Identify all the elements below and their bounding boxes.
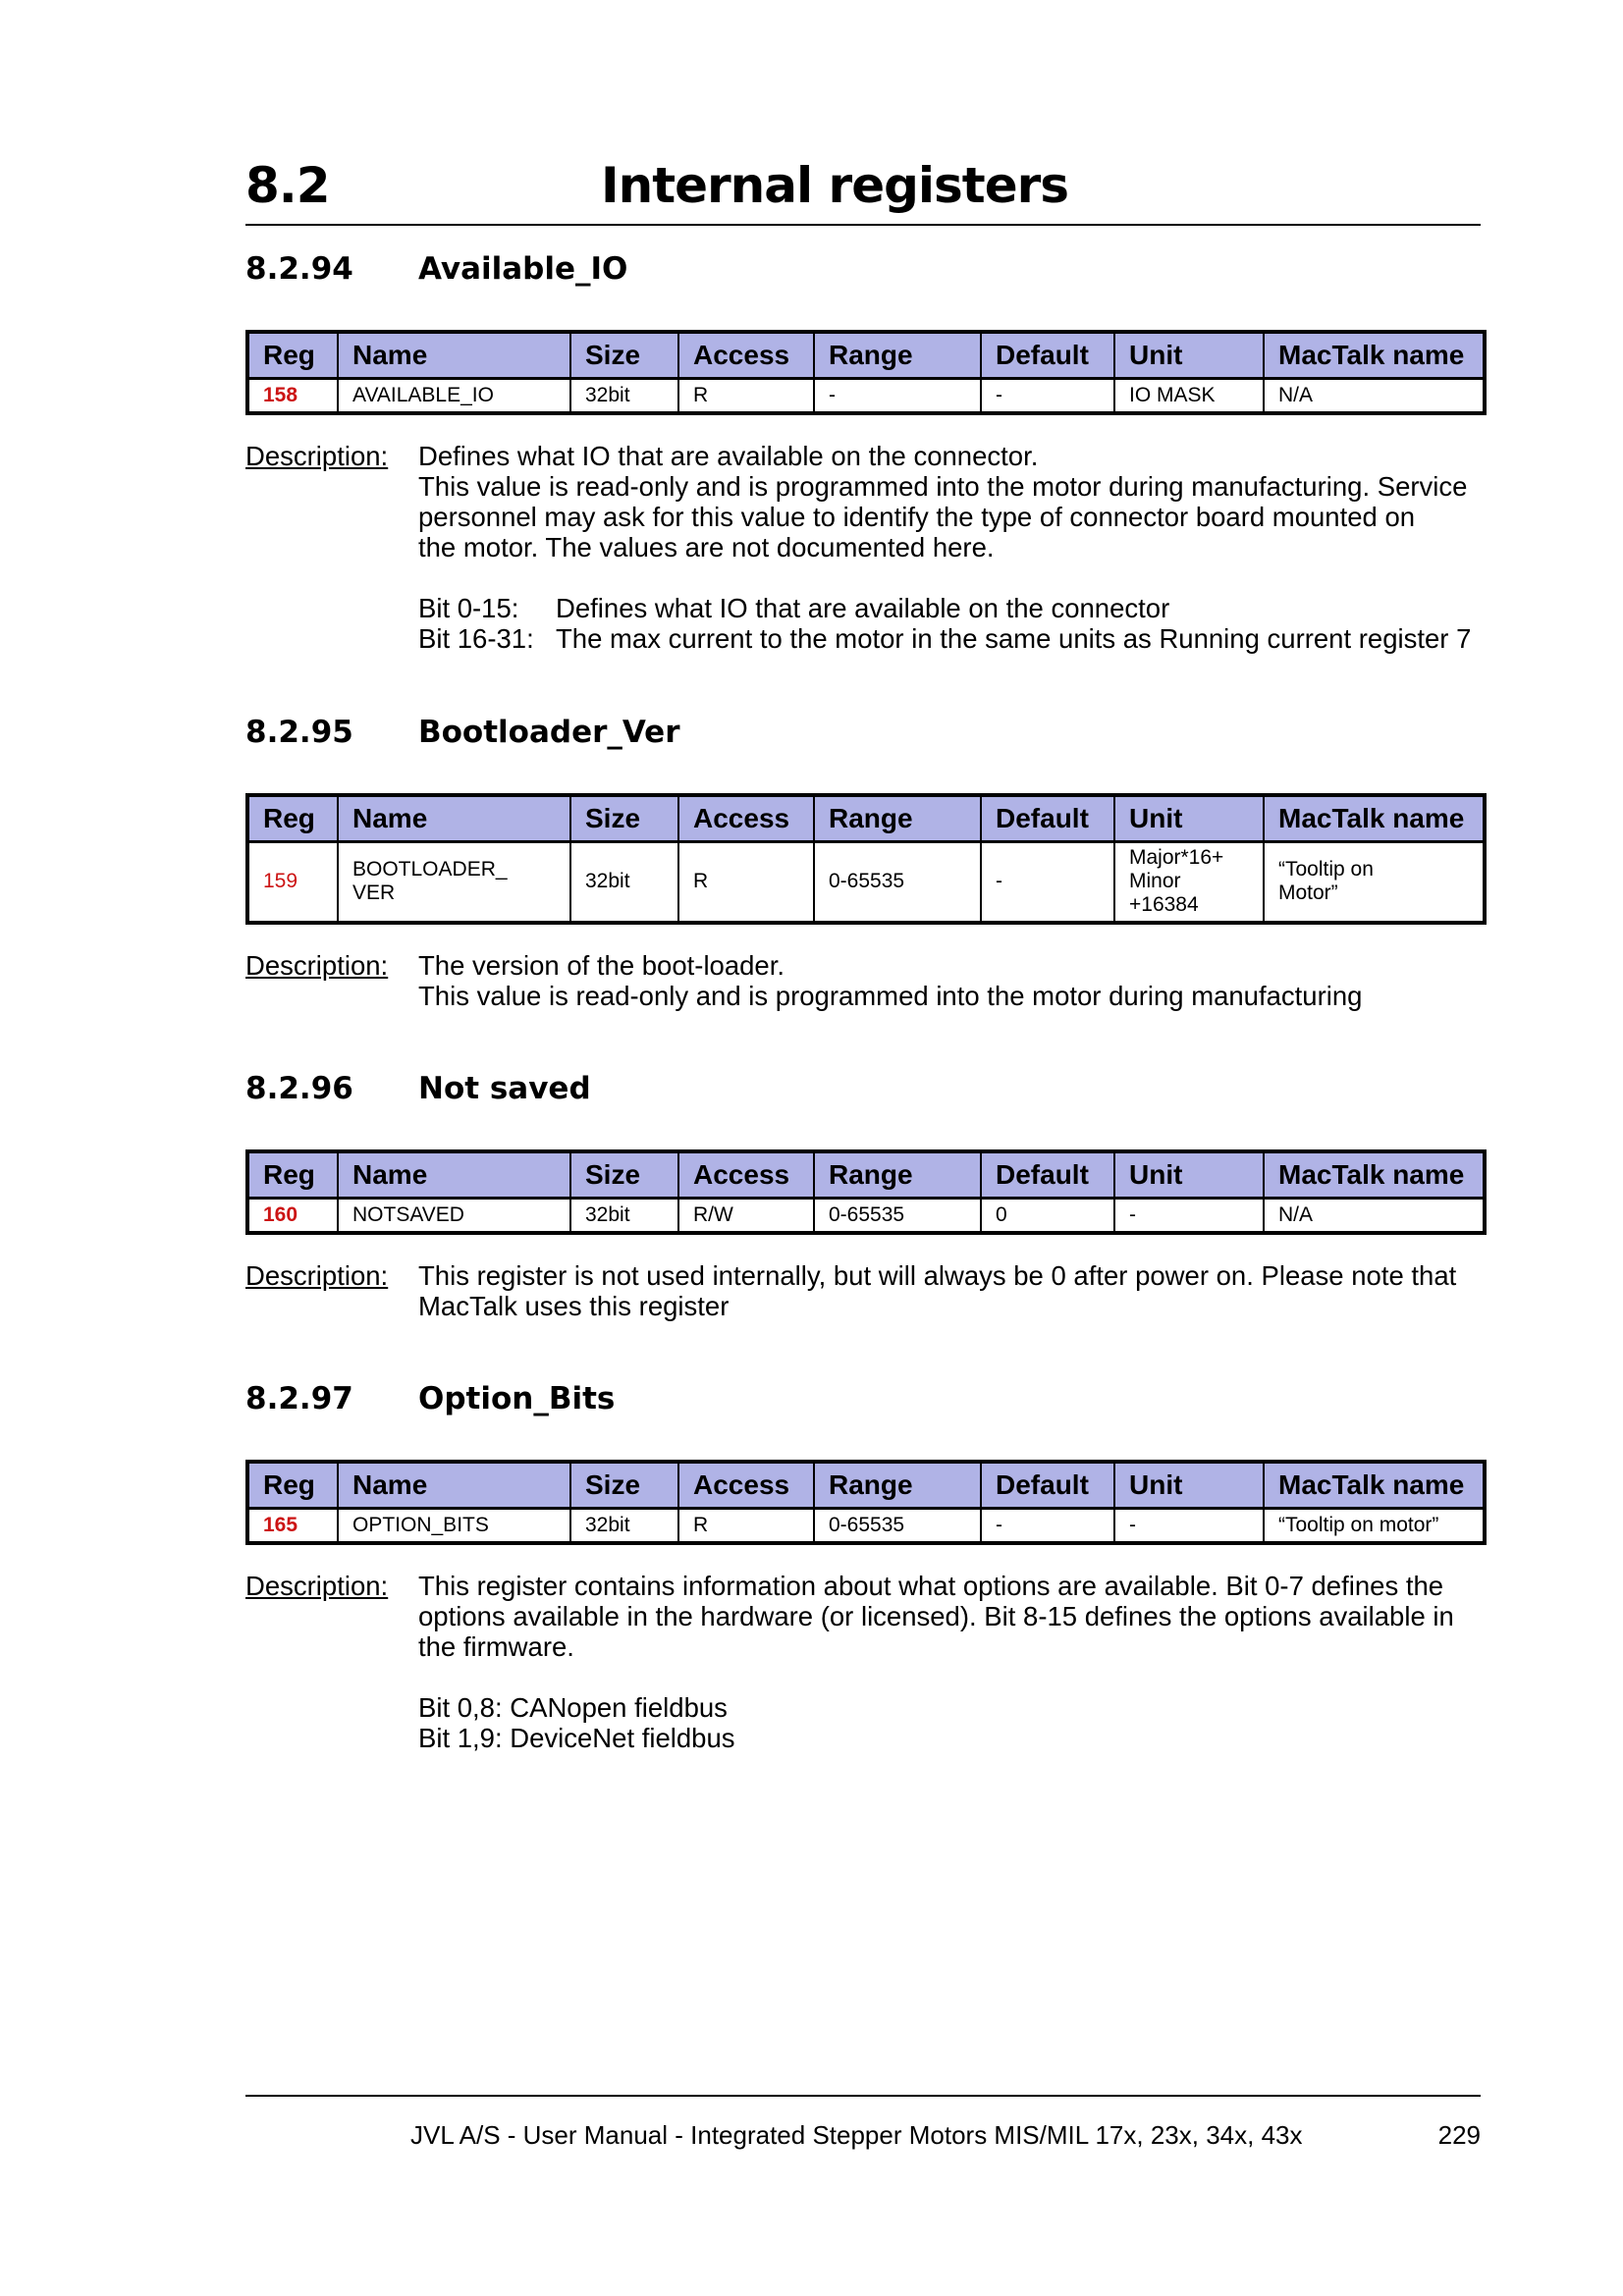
col-access-header: Access (678, 1462, 814, 1509)
table-header-row (247, 332, 1485, 379)
description (245, 441, 1483, 654)
cell-mactalk: N/A (1264, 1199, 1485, 1234)
table-row (247, 379, 1485, 414)
description-body (418, 441, 1483, 654)
description (245, 1571, 1483, 1753)
col-range-header: Range (814, 332, 981, 379)
col-size-header: Size (570, 332, 678, 379)
section-title: Bootloader_Ver (418, 715, 680, 750)
description-line: options available in the hardware (or licensed). Bit 8-15 defines the options available in (418, 1601, 1454, 1631)
col-name-header: Name (338, 1462, 570, 1509)
col-name-header: Name (338, 1151, 570, 1199)
col-default-header: Default (981, 795, 1114, 842)
section-title: Option_Bits (418, 1381, 616, 1416)
cell-name: AVAILABLE_IO (338, 379, 570, 414)
col-mactalk-header: MacTalk name (1264, 1151, 1485, 1199)
cell-reg: 158 (247, 379, 338, 414)
col-size-header: Size (570, 1462, 678, 1509)
cell-reg: 159 (247, 842, 338, 923)
cell-range: 0-65535 (814, 842, 981, 923)
description (245, 950, 1483, 1011)
section-heading (245, 1381, 1483, 1424)
description-body (418, 950, 1483, 1011)
cell-size: 32bit (570, 842, 678, 923)
section-number: 8.2.94 (245, 251, 353, 287)
description-line: the motor. The values are not documented here. (418, 532, 995, 562)
cell-access: R (678, 379, 814, 414)
col-size-header: Size (570, 795, 678, 842)
section-heading (245, 715, 1483, 758)
section-title: Available_IO (418, 251, 628, 287)
col-reg-header: Reg (247, 1462, 338, 1509)
cell-range: 0-65535 (814, 1509, 981, 1544)
cell-mactalk-line: “Tooltip on (1278, 858, 1374, 881)
description-line: This register is not used internally, but will always be 0 after power on. Please note that (418, 1260, 1457, 1291)
description-label: Description: (245, 949, 389, 981)
col-access-header: Access (678, 332, 814, 379)
col-mactalk-header: MacTalk name (1264, 795, 1485, 842)
description-line: This value is read-only and is programmed into the motor during manufacturing (418, 980, 1363, 1011)
section-option-bits (245, 1381, 1483, 1753)
section-number: 8.2.97 (245, 1381, 353, 1416)
cell-unit: - (1114, 1199, 1264, 1234)
col-unit-header: Unit (1114, 1151, 1264, 1199)
table-row (247, 1509, 1485, 1544)
cell-mactalk: N/A (1264, 379, 1485, 414)
section-title: Not saved (418, 1071, 591, 1106)
cell-access: R/W (678, 1199, 814, 1234)
col-range-header: Range (814, 1151, 981, 1199)
col-range-header: Range (814, 795, 981, 842)
description-line: Defines what IO that are available on the connector. (418, 441, 1039, 471)
col-reg-header: Reg (247, 332, 338, 379)
cell-unit-line: Major*16+ (1129, 846, 1224, 870)
register-table (245, 330, 1487, 415)
col-unit-header: Unit (1114, 795, 1264, 842)
register-table (245, 1149, 1487, 1235)
col-size-header: Size (570, 1151, 678, 1199)
cell-reg: 160 (247, 1199, 338, 1234)
bit-text: The max current to the motor in the same units as Running current register 7 (556, 623, 1472, 654)
cell-size: 32bit (570, 1509, 678, 1544)
description-body (418, 1260, 1483, 1321)
col-mactalk-header: MacTalk name (1264, 332, 1485, 379)
col-unit-header: Unit (1114, 1462, 1264, 1509)
cell-reg: 165 (247, 1509, 338, 1544)
col-name-header: Name (338, 332, 570, 379)
page-footer (245, 2095, 1481, 2150)
col-default-header: Default (981, 1462, 1114, 1509)
bit-definition (418, 623, 1483, 654)
description-label: Description: (245, 441, 389, 471)
cell-name-line: BOOTLOADER_ (352, 858, 508, 881)
section-available-io (245, 251, 1483, 654)
cell-name (338, 842, 570, 923)
cell-unit: - (1114, 1509, 1264, 1544)
section-bootloader-ver (245, 715, 1483, 1011)
footer-title: JVL A/S - User Manual - Integrated Stepper Motors MIS/MIL 17x, 23x, 34x, 43x (410, 2120, 1303, 2150)
cell-mactalk (1264, 842, 1485, 923)
bit-range: Bit 0-15: (418, 593, 519, 623)
col-access-header: Access (678, 795, 814, 842)
description-line: the firmware. (418, 1631, 574, 1662)
cell-default: - (981, 842, 1114, 923)
chapter-number: 8.2 (245, 157, 330, 214)
description-line: The version of the boot-loader. (418, 949, 785, 981)
description-line: This value is read-only and is programmed into the motor during manufacturing. Service (418, 471, 1468, 502)
description (245, 1260, 1483, 1321)
table-row (247, 1199, 1485, 1234)
chapter-heading (245, 149, 1481, 226)
description-line: This register contains information about what options are available. Bit 0-7 defines the (418, 1571, 1444, 1601)
col-reg-header: Reg (247, 795, 338, 842)
description-line: personnel may ask for this value to identify the type of connector board mounted on (418, 502, 1416, 532)
cell-name-line: VER (352, 881, 396, 905)
description-line: MacTalk uses this register (418, 1291, 730, 1321)
chapter-title: Internal registers (601, 157, 1069, 214)
table-row (247, 842, 1485, 923)
cell-size: 32bit (570, 1199, 678, 1234)
bit-range: Bit 16-31: (418, 623, 534, 654)
cell-default: 0 (981, 1199, 1114, 1234)
section-number: 8.2.95 (245, 715, 353, 750)
table-header-row (247, 1462, 1485, 1509)
section-not-saved (245, 1071, 1483, 1321)
register-table (245, 793, 1487, 925)
col-access-header: Access (678, 1151, 814, 1199)
cell-unit-line: +16384 (1129, 893, 1199, 917)
cell-unit (1114, 842, 1264, 923)
page-number: 229 (1437, 2120, 1481, 2150)
section-number: 8.2.96 (245, 1071, 353, 1106)
cell-range: 0-65535 (814, 1199, 981, 1234)
col-range-header: Range (814, 1462, 981, 1509)
cell-unit-line: Minor (1129, 870, 1181, 893)
cell-access: R (678, 842, 814, 923)
cell-name: NOTSAVED (338, 1199, 570, 1234)
option-line: Bit 0,8: CANopen fieldbus (418, 1692, 728, 1723)
col-reg-header: Reg (247, 1151, 338, 1199)
option-line: Bit 1,9: DeviceNet fieldbus (418, 1723, 735, 1753)
description-label: Description: (245, 1260, 389, 1291)
bit-text: Defines what IO that are available on the connector (556, 593, 1170, 623)
cell-unit: IO MASK (1114, 379, 1264, 414)
cell-size: 32bit (570, 379, 678, 414)
section-heading (245, 251, 1483, 294)
cell-name: OPTION_BITS (338, 1509, 570, 1544)
cell-default: - (981, 379, 1114, 414)
cell-access: R (678, 1509, 814, 1544)
col-default-header: Default (981, 332, 1114, 379)
table-header-row (247, 1151, 1485, 1199)
section-heading (245, 1071, 1483, 1114)
description-body (418, 1571, 1483, 1753)
cell-range: - (814, 379, 981, 414)
bit-definition (418, 593, 1483, 623)
col-mactalk-header: MacTalk name (1264, 1462, 1485, 1509)
cell-mactalk-line: Motor” (1278, 881, 1338, 905)
col-unit-header: Unit (1114, 332, 1264, 379)
cell-default: - (981, 1509, 1114, 1544)
description-label: Description: (245, 1571, 389, 1601)
col-name-header: Name (338, 795, 570, 842)
table-header-row (247, 795, 1485, 842)
register-table (245, 1460, 1487, 1545)
col-default-header: Default (981, 1151, 1114, 1199)
cell-mactalk: “Tooltip on motor” (1264, 1509, 1485, 1544)
